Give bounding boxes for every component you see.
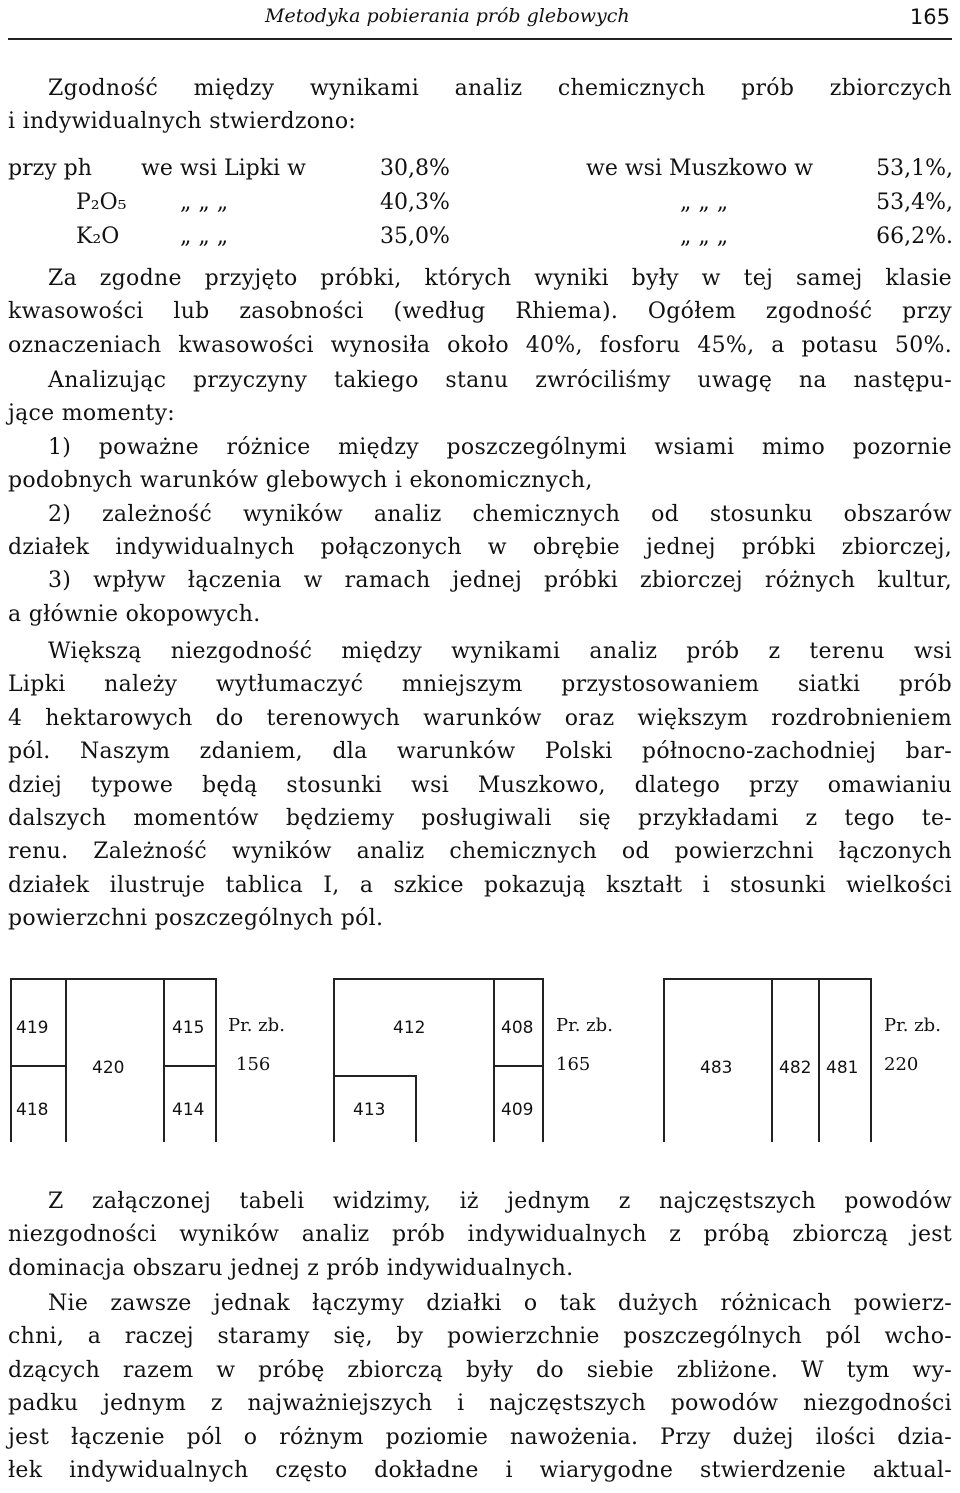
comparison-row-p2o5 (8, 190, 953, 224)
pr-zb-value: 156 (236, 1054, 271, 1075)
page-header (0, 0, 960, 44)
text-line: Większą niezgodność między wynikami analiz prób z terenu wsi (48, 639, 952, 664)
text-line: renu. Zależność wyników analiz chemicznych od powierzchni łączonych (8, 839, 952, 865)
pr-zb-value: 220 (884, 1054, 919, 1075)
sketch-divider (818, 980, 820, 1142)
text-line: Nie zawsze jednak łączymy działki o tak dużych różnicach powierz- (48, 1291, 952, 1316)
sketch-divider (493, 980, 495, 1142)
field-label: 409 (501, 1100, 534, 1120)
comparison-row-ph (8, 156, 953, 190)
muszkowo-value: 53,1%, (876, 156, 953, 181)
sketch-divider (335, 1075, 415, 1077)
sample-label-c (884, 1015, 959, 1085)
field-label: 413 (353, 1100, 386, 1120)
text-line: Analizując przyczyny takiego stanu zwróciliśmy uwagę na następu- (48, 368, 952, 393)
paragraph-5 (8, 1287, 952, 1487)
text-line: a głównie okopowych. (8, 601, 261, 627)
field-label: 419 (16, 1018, 49, 1038)
field-label: 482 (779, 1058, 812, 1078)
text-line: 4 hektarowych do terenowych warunków oraz większym rozdrobnieniem (8, 705, 952, 731)
row-label: przy ph (8, 156, 92, 181)
paragraph-1 (8, 262, 952, 362)
field-label: 408 (501, 1018, 534, 1038)
field-sketch-b (333, 978, 544, 1142)
field-sketch-a (10, 978, 217, 1142)
text-line: kwasowości lub zasobności (według Rhiema). Ogółem zgodność przy (8, 299, 952, 325)
muszkowo-value: 66,2%. (876, 224, 953, 249)
muszkowo-value: 53,4%, (876, 190, 953, 215)
sketch-divider (771, 980, 773, 1142)
text-line: oznaczeniach kwasowości wynosiła około 40%, fosforu 45%, a potasu 50%. (8, 332, 952, 358)
intro-paragraph (8, 72, 952, 139)
text-line: jest łączenie pól o różnym poziomie nawożenia. Przy dużej ilości dzia- (8, 1424, 952, 1450)
text-line: powierzchni poszczególnych pól. (8, 906, 384, 932)
sample-label-b (556, 1015, 636, 1085)
comparison-table (8, 156, 953, 258)
mid-text: „ „ „ (680, 190, 729, 215)
text-line: Z załączonej tabeli widzimy, iż jednym z najczęstszych powodów (48, 1189, 952, 1214)
comparison-row-k2o (8, 224, 953, 258)
header-rule (8, 38, 952, 40)
paragraph-3 (8, 635, 952, 936)
text-line: Lipki należy wytłumaczyć mniejszym przystosowaniem siatki prób (8, 672, 952, 698)
sketch-divider (12, 1065, 65, 1067)
lipki-value: 35,0% (380, 224, 450, 249)
field-label: 414 (172, 1100, 205, 1120)
field-label: 415 (172, 1018, 205, 1038)
pr-zb-value: 165 (556, 1054, 591, 1075)
text-line: działek indywidualnych połączonych w obrębie jednej próbki zbiorczej, (8, 534, 952, 560)
text-line: dzących razem w próbę zbiorczą były do siebie zbliżone. W tym wy- (8, 1357, 952, 1383)
text-line: dominacja obszaru jednej z prób indywidualnych. (8, 1255, 574, 1281)
sketch-divider (415, 1075, 417, 1142)
page-number: 165 (909, 5, 950, 29)
text-line: i indywidualnych stwierdzono: (8, 109, 357, 135)
text-line: dalszych momentów będziemy posługiwali się przykładami z tego te- (8, 805, 952, 831)
mid-text: „ „ „ (680, 224, 729, 249)
sketch-divider (493, 1065, 542, 1067)
field-label: 420 (92, 1058, 125, 1078)
text-line: 1) poważne różnice między poszczególnymi wsiami mimo pozornie (48, 434, 952, 460)
row-ditto: „ „ „ (180, 190, 229, 215)
sketch-divider (65, 980, 67, 1142)
field-label: 412 (393, 1018, 426, 1038)
text-line: padku jednym z najważniejszych i najczęstszych powodów niezgodności (8, 1391, 952, 1417)
text-line: 3) wpływ łączenia w ramach jednej próbki zbiorczej różnych kultur, (48, 568, 952, 594)
text-line: chni, a raczej staramy się, by powierzchnie poszczególnych pól wcho- (8, 1324, 952, 1350)
running-title: Metodyka pobierania prób glebowych (265, 5, 630, 27)
text-line: pól. Naszym zdaniem, dla warunków Polski północno-zachodniej bar- (8, 739, 952, 765)
sketch-divider (163, 1065, 215, 1067)
text-line: jące momenty: (8, 401, 176, 427)
pr-zb-label: Pr. zb. (228, 1015, 285, 1036)
paragraph-4 (8, 1185, 952, 1285)
text-line: łek indywidualnych często dokładne i wiarygodne stwierdzenie aktual- (8, 1457, 952, 1483)
field-label: 481 (826, 1058, 859, 1078)
sketch-divider (163, 980, 165, 1142)
paragraph-2 (8, 364, 952, 631)
field-label: 483 (700, 1058, 733, 1078)
text-line: podobnych warunków glebowych i ekonomicznych, (8, 468, 593, 494)
field-sketch-c (663, 978, 872, 1142)
text-line: działek ilustruje tablica I, a szkice pokazują kształt i stosunki wielkości (8, 872, 952, 898)
lipki-value: 40,3% (380, 190, 450, 215)
text-line: Za zgodne przyjęto próbki, których wyniki były w tej samej klasie (48, 266, 952, 291)
mid-text: we wsi Muszkowo w (586, 156, 814, 181)
sample-label-a (228, 1015, 308, 1085)
field-label: 418 (16, 1100, 49, 1120)
text-line: Zgodność między wynikami analiz chemicznych prób zbiorczych (48, 76, 952, 101)
lipki-value: 30,8% (380, 156, 450, 181)
row-label: K₂O (76, 224, 120, 249)
text-line: 2) zależność wyników analiz chemicznych od stosunku obszarów (48, 501, 952, 527)
row-ditto: we wsi Lipki w (141, 156, 306, 181)
pr-zb-label: Pr. zb. (884, 1015, 941, 1036)
text-line: niezgodności wyników analiz prób indywidualnych z próbą zbiorczą jest (8, 1222, 952, 1248)
text-line: dziej typowe będą stosunki wsi Muszkowo, dlatego przy omawianiu (8, 772, 952, 798)
row-label: P₂O₅ (76, 190, 127, 215)
pr-zb-label: Pr. zb. (556, 1015, 613, 1036)
row-ditto: „ „ „ (180, 224, 229, 249)
